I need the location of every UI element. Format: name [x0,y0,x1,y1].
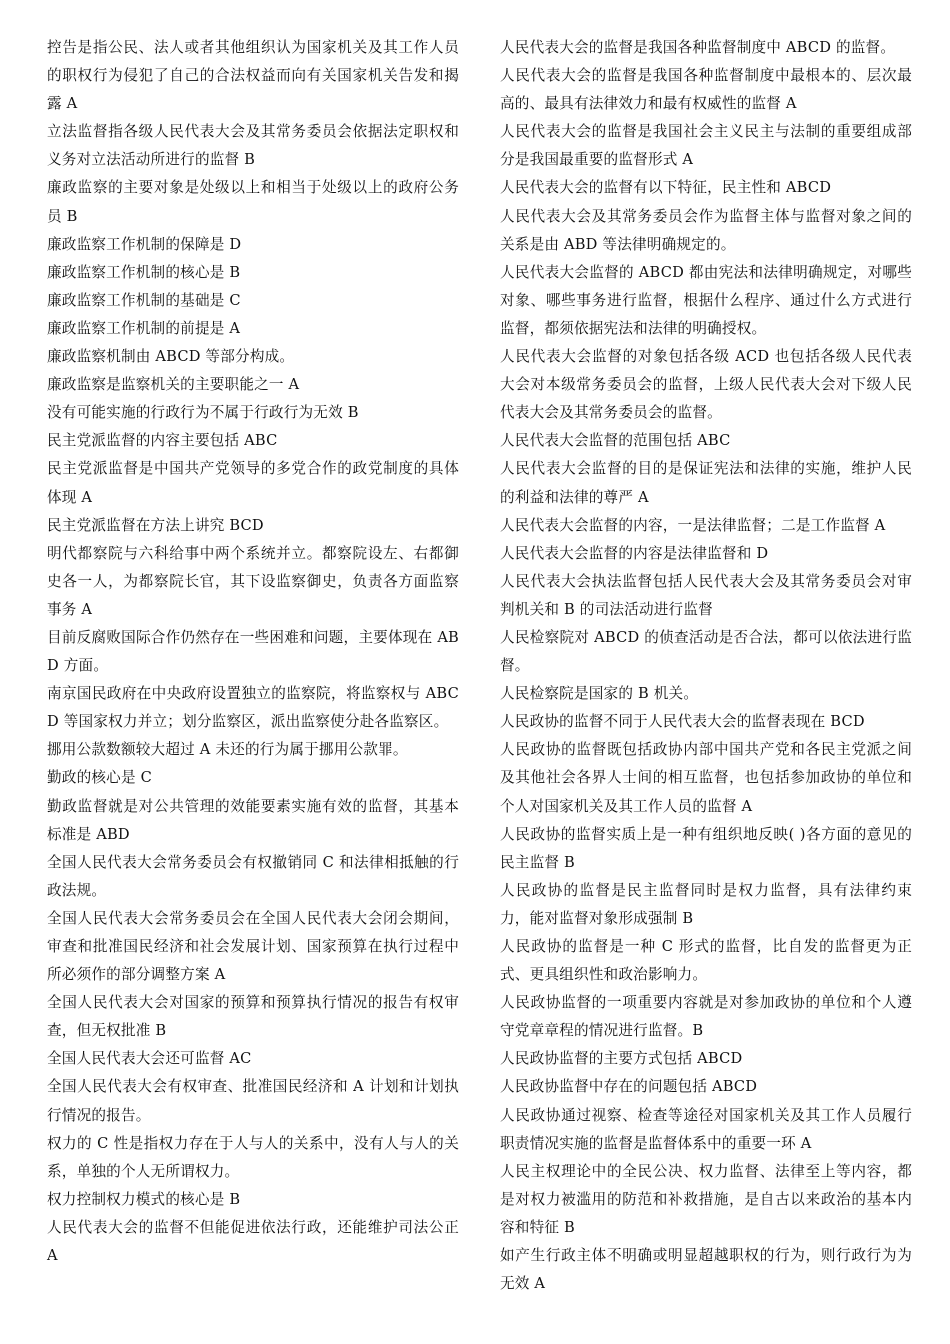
question-item: 人民代表大会的监督是我国各种监督制度中最根本的、层次最高的、最具有法律效力和最有权威性的监督 A [500,67,912,113]
question-item: 控告是指公民、法人或者其他组织认为国家机关及其工作人员的职权行为侵犯了自己的合法权益而向有关国家机关告发和揭露 A [47,39,459,113]
question-item: 明代都察院与六科给事中两个系统并立。都察院设左、右都御史各一人，为都察院长官，其下设监察御史，负责各方面监察事务 A [47,544,459,618]
question-item: 人民政协通过视察、检查等途径对国家机关及其工作人员履行职责情况实施的监督是监督体系中的重要一环 A [500,1106,912,1152]
question-item: 人民代表大会的监督是我国各种监督制度中 ABCD 的监督。 [500,39,896,56]
question-item: 全国人民代表大会还可监督 AC [47,1050,252,1068]
question-item: 人民政协的监督既包括政协内部中国共产党和各民主党派之间及其他社会各界人士间的相互监督，也包括参加政协的单位和个人对国家机关及其工作人员的监督 A [500,741,912,815]
question-item: 人民政协的监督不同于人民代表大会的监督表现在 BCD [500,713,865,731]
question-item: 人民代表大会及其常务委员会作为监督主体与监督对象之间的关系是由 ABD 等法律明确规定的。 [500,207,912,253]
question-item: 人民代表大会监督的 ABCD 都由宪法和法律明确规定，对哪些对象、哪些事务进行监督，根据什么程序、通过什么方式进行监督，都须依据宪法和法律的明确授权。 [500,263,912,337]
question-item: 民主党派监督在方法上讲究 BCD [47,516,264,534]
question-item: 挪用公款数额较大超过 A 未还的行为属于挪用公款罪。 [47,741,408,759]
question-item: 人民检察院对 ABCD 的侦查活动是否合法，都可以依法进行监督。 [500,628,912,675]
question-item: 人民代表大会监督的范围包括 ABC [500,432,731,450]
question-item: 人民代表大会的监督有以下特征，民主性和 ABCD [500,179,832,197]
question-item: 全国人民代表大会对国家的预算和预算执行情况的报告有权审查，但无权批准 B [47,994,459,1040]
question-item: 人民政协的监督是民主监督同时是权力监督，具有法律约束力，能对监督对象形成强制 B [500,881,912,927]
question-item: 立法监督指各级人民代表大会及其常务委员会依据法定职权和义务对立法活动所进行的监督 B [47,123,459,169]
question-item: 人民代表大会监督的内容，一是法律监督；二是工作监督 A [500,516,886,534]
question-item: 如产生行政主体不明确或明显超越职权的行为，则行政行为为无效 A [500,1247,912,1293]
question-item: 没有可能实施的行政行为不属于行政行为无效 B [47,404,359,422]
question-item: 人民政协的监督实质上是一种有组织地反映( )各方面的意见的民主监督 B [500,825,912,871]
question-item: 勤政监督就是对公共管理的效能要素实施有效的监督，其基本标准是 ABD [47,797,459,843]
question-item: 全国人民代表大会常务委员会有权撤销同 C 和法律相抵触的行政法规。 [47,853,459,899]
question-item: 全国人民代表大会有权审查、批准国民经济和 A 计划和计划执行情况的报告。 [47,1078,459,1124]
question-item: 廉政监察工作机制的基础是 C [47,291,241,309]
right-column [500,34,912,1298]
question-item: 全国人民代表大会常务委员会在全国人民代表大会闭会期间，审查和批准国民经济和社会发展计划、国家预算在执行过程中所必须作的部分调整方案 A [47,909,459,984]
question-item: 人民代表大会监督的目的是保证宪法和法律的实施，维护人民的利益和法律的尊严 A [500,460,912,506]
question-item: 廉政监察工作机制的前提是 A [47,319,241,337]
left-column [47,34,459,1270]
question-item: 人民代表大会执法监督包括人民代表大会及其常务委员会对审判机关和 B 的司法活动进行监督 [500,572,912,618]
question-item: 目前反腐败国际合作仍然存在一些困难和问题，主要体现在 ABD 方面。 [47,628,459,675]
question-item: 权力控制权力模式的核心是 B [47,1190,241,1208]
question-item: 廉政监察工作机制的核心是 B [47,263,241,281]
question-item: 人民主权理论中的全民公决、权力监督、法律至上等内容，都是对权力被滥用的防范和补救措施，是自古以来政治的基本内容和特征 B [500,1162,912,1236]
question-item: 廉政监察的主要对象是处级以上和相当于处级以上的政府公务员 B [47,179,459,225]
question-item: 人民代表大会监督的内容是法律监督和 D [500,544,769,562]
question-item: 权力的 C 性是指权力存在于人与人的关系中，没有人与人的关系，单独的个人无所谓权力。 [47,1134,459,1180]
question-item: 廉政监察工作机制的保障是 D [47,235,242,253]
question-item: 人民代表大会的监督是我国社会主义民主与法制的重要组成部分是我国最重要的监督形式 A [500,123,912,169]
question-item: 廉政监察是监察机关的主要职能之一 A [47,376,300,394]
question-item: 人民政协监督的一项重要内容就是对参加政协的单位和个人遵守党章章程的情况进行监督。B [500,994,912,1040]
question-item: 人民政协监督的主要方式包括 ABCD [500,1050,743,1068]
question-item: 人民政协监督中存在的问题包括 ABCD [500,1078,758,1096]
question-item: 民主党派监督的内容主要包括 ABC [47,432,278,450]
question-item: 人民代表大会监督的对象包括各级 ACD 也包括各级人民代表大会对本级常务委员会的监督，上级人民代表大会对下级人民代表大会及其常务委员会的监督。 [500,348,912,422]
question-item: 人民代表大会的监督不但能促进依法行政，还能维护司法公正 A [47,1218,459,1265]
question-item: 南京国民政府在中央政府设置独立的监察院，将监察权与 ABCD 等国家权力并立；划分监察区，派出监察使分赴各监察区。 [47,685,459,731]
question-item: 人民检察院是国家的 B 机关。 [500,685,699,703]
question-item: 廉政监察机制由 ABCD 等部分构成。 [47,348,295,366]
question-item: 民主党派监督是中国共产党领导的多党合作的政党制度的具体体现 A [47,460,459,506]
question-item: 勤政的核心是 C [47,769,152,787]
question-item: 人民政协的监督是一种 C 形式的监督，比自发的监督更为正式、更具组织性和政治影响力。 [500,938,912,984]
